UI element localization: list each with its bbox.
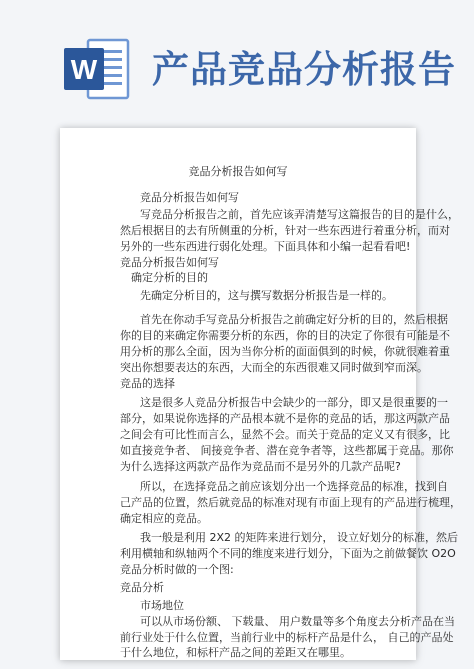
word-icon-letter: W xyxy=(70,54,98,85)
section-heading: 竞品的选择 xyxy=(120,377,175,390)
text-line: 为什么选择这两款产品作为竞品而不是另外的几款产品呢? xyxy=(120,460,401,473)
text-line: 可以从市场份额、 下载量、 用户数量等多个角度去分析产品在当 xyxy=(140,615,455,628)
document-page xyxy=(60,128,461,660)
text-line: 突出你想要表达的东西，大而全的东西很难又同时做到窄而深。 xyxy=(120,361,428,374)
text-line: 先确定分析目的，这与撰写数据分析报告是一样的。 xyxy=(140,289,393,302)
text-line: 如直接竞争者、 间接竞争者、潜在竞争者等，这些都属于竞品。那你 xyxy=(120,444,454,457)
text-line: 竞品分析报告如何写 xyxy=(140,191,239,204)
text-line: 我一般是利用 2X2 的矩阵来进行划分， 设立好划分的标准，然后 xyxy=(140,531,459,544)
text-line: 所以，在选择竞品之前应该划分出一个选择竞品的标准，找到自 xyxy=(140,480,448,493)
document-header xyxy=(0,0,474,128)
text-line: 另外的一些东西进行弱化处理。下面具体和小编一起看看吧! xyxy=(120,240,411,253)
text-line: 己产品的位置，然后就竞品的标准对现有市面上现有的产品进行梳理， xyxy=(120,496,461,509)
text-line: 部分，如果说你选择的产品根本就不是你的竞品的话，那这两款产品 xyxy=(120,412,450,425)
text-line: 之间会有可比性而言么，显然不会。而关于竞品的定义又有很多，比 xyxy=(120,428,450,441)
page-title: 产品竞品分析报告 xyxy=(152,48,456,91)
section-heading: 竞品分析报告如何写 xyxy=(120,256,219,269)
text-line: 确定相应的竞品。 xyxy=(120,512,208,525)
document-content xyxy=(60,128,461,660)
text-line: 你的目的来确定你需要分析的东西，你的目的决定了你很有可能是不 xyxy=(120,329,450,342)
text-line: 利用横轴和纵轴两个不同的维度来进行划分，下面为之前做餐饮 O2O xyxy=(120,547,456,560)
section-heading: 市场地位 xyxy=(140,599,184,612)
text-line: 用分析的那么全面，因为当你分析的面面俱到的时候，你就很难着重 xyxy=(120,345,450,358)
section-heading: 确定分析的目的 xyxy=(131,271,208,284)
text-line: 竞品分析时做的一个图: xyxy=(120,563,234,576)
text-line: 于什么地位，和标杆产品之间的差距又在哪里。 xyxy=(120,646,351,659)
word-document-icon xyxy=(62,36,132,102)
text-line: 首先在你动手写竞品分析报告之前确定好分析的目的，然后根据 xyxy=(140,313,448,326)
text-line: 然后根据目的去有所侧重的分析，针对一些东西进行着重分析，而对 xyxy=(120,224,450,237)
text-line: 这是很多人竞品分析报告中会缺少的一部分，即又是很重要的一 xyxy=(140,396,448,409)
section-heading: 竞品分析 xyxy=(120,581,164,594)
document-title: 竞品分析报告如何写 xyxy=(188,165,288,178)
text-line: 前行业处于什么位置，当前行业中的标杆产品是什么， 自己的产品处 xyxy=(120,631,454,644)
text-line: 写竞品分析报告之前，首先应该弄清楚写这篇报告的目的是什么， xyxy=(140,208,459,221)
